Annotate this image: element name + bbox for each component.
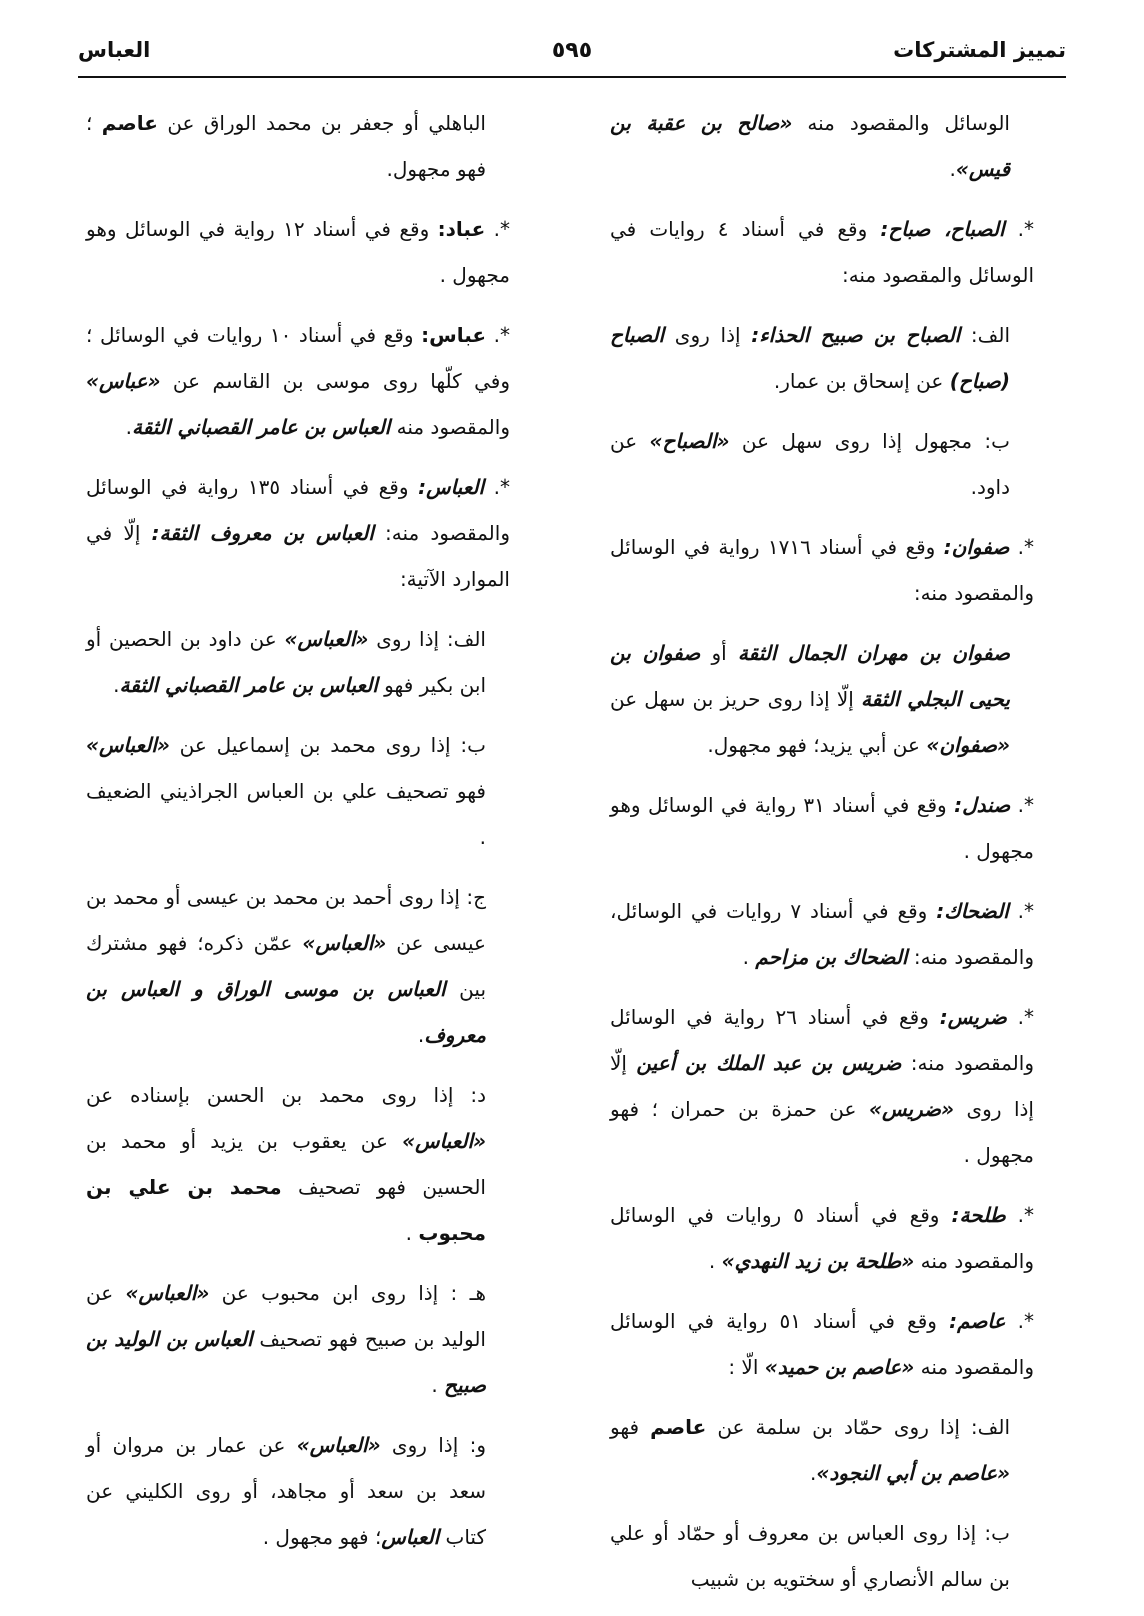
text-run: وقع في أسناد ٢٦ رواية في الوسائل والمقصود منه: bbox=[610, 1005, 1034, 1075]
emphasized-text: ضريس: bbox=[939, 1005, 1007, 1029]
sub-paragraph bbox=[610, 630, 1034, 768]
text-run: عمّن ذكره؛ فهو مشترك بين bbox=[86, 931, 487, 1001]
text-run: . bbox=[708, 1249, 722, 1273]
text-run: وقع في أسناد ١٢ رواية في الوسائل وهو مجهول . bbox=[86, 217, 510, 287]
emphasized-text: «العباس» bbox=[125, 1281, 210, 1305]
text-run: د: إذا روى محمد بن الحسن بإسناده عن bbox=[86, 1083, 486, 1107]
text-run: *. bbox=[1005, 1309, 1035, 1333]
entry-paragraph bbox=[610, 1298, 1034, 1390]
page-header bbox=[78, 28, 1066, 72]
emphasized-text: «عاصم بن أبي النجود» bbox=[816, 1461, 1010, 1485]
emphasized-text: عاصم bbox=[101, 111, 158, 135]
emphasized-text: العباس: bbox=[418, 475, 484, 499]
emphasized-text: عاصم: bbox=[949, 1309, 1006, 1333]
emphasized-text: «عباس» bbox=[86, 369, 161, 393]
text-run: و: إذا روى bbox=[380, 1433, 486, 1457]
emphasized-text: العباس bbox=[381, 1525, 440, 1549]
sub-paragraph bbox=[86, 100, 510, 192]
emphasized-text: العباس بن عامر القصباني الثقة bbox=[119, 673, 378, 697]
text-run: ب: إذا روى محمد بن إسماعيل عن bbox=[169, 733, 486, 757]
text-run: إذا روى bbox=[664, 323, 752, 347]
text-run: عن داود. bbox=[610, 429, 1010, 499]
text-run: ج: إذا روى أحمد بن محمد بن عيسى أو محمد بن عيسى عن bbox=[86, 885, 486, 955]
text-run: *. bbox=[1005, 1203, 1034, 1227]
emphasized-text: العباس بن موسى الوراق و العباس بن معروف bbox=[86, 977, 486, 1047]
emphasized-text: الصباح (صباح) bbox=[610, 323, 1010, 393]
sub-paragraph bbox=[86, 1270, 510, 1408]
sub-paragraph bbox=[86, 616, 510, 708]
entry-paragraph bbox=[610, 888, 1034, 980]
header-rule bbox=[78, 76, 1066, 78]
text-run: *. bbox=[1009, 535, 1035, 559]
text-run: وقع في أسناد ٣١ رواية في الوسائل وهو مجهول . bbox=[610, 793, 1034, 863]
emphasized-text: «صفوان» bbox=[926, 733, 1010, 757]
emphasized-text: صندل: bbox=[954, 793, 1011, 817]
text-run: وقع في أسناد ٥١ رواية في الوسائل والمقصود منه bbox=[610, 1309, 1034, 1379]
emphasized-text: محمد بن علي بن محبوب bbox=[86, 1175, 486, 1245]
emphasized-text: ضريس بن عبد الملك بن أعين bbox=[636, 1051, 902, 1075]
text-run: . bbox=[949, 157, 956, 181]
emphasized-text: الضحاك: bbox=[936, 899, 1009, 923]
text-run: وقع في أسناد ٤ روايات في الوسائل والمقصود منه: bbox=[610, 217, 1034, 287]
text-run: إلّا إذا روى bbox=[610, 1051, 1034, 1121]
text-run: عن داود بن الحصين أو ابن بكير فهو bbox=[86, 627, 486, 697]
emphasized-text: «صالح بن عقبة بن قيس» bbox=[610, 111, 1010, 181]
entry-paragraph bbox=[86, 206, 510, 298]
emphasized-text: «العباس» bbox=[402, 1129, 486, 1153]
emphasized-text: العباس بن معروف الثقة: bbox=[151, 521, 374, 545]
emphasized-text: «الصباح» bbox=[649, 429, 730, 453]
sub-paragraph bbox=[86, 1072, 510, 1256]
text-run: عن عمار بن مروان أو سعد بن سعد أو مجاهد، أو روى الكليني عن كتاب bbox=[86, 1433, 486, 1549]
text-run: *. bbox=[486, 323, 511, 347]
emphasized-text: الضحاك بن مزاحم bbox=[755, 945, 908, 969]
text-run: ب: إذا روى العباس بن معروف أو حمّاد أو علي بن سالم الأنصاري أو سختويه بن شبيب bbox=[610, 1521, 1010, 1591]
entry-paragraph bbox=[86, 312, 510, 450]
text-run: وقع في أسناد ٥ روايات في الوسائل والمقصود منه bbox=[610, 1203, 1034, 1273]
text-run: الف: bbox=[960, 323, 1010, 347]
emphasized-text: «طلحة بن زيد النهدي» bbox=[721, 1249, 915, 1273]
text-run: . bbox=[742, 945, 756, 969]
emphasized-text: عاصم bbox=[650, 1415, 707, 1439]
emphasized-text: عباس: bbox=[421, 323, 487, 347]
text-run: أو bbox=[700, 641, 738, 665]
emphasized-text: صفوان: bbox=[943, 535, 1010, 559]
emphasized-text: طلحة: bbox=[951, 1203, 1006, 1227]
text-run: إلّا إذا روى حريز بن سهل عن bbox=[610, 687, 861, 711]
running-title-right: تمييز المشتركات bbox=[893, 38, 1066, 62]
running-title-left: العباس bbox=[78, 38, 151, 62]
text-run: . bbox=[113, 673, 120, 697]
text-run: الف: إذا روى bbox=[368, 627, 486, 651]
text-run: *. bbox=[484, 475, 511, 499]
text-run: . bbox=[417, 1023, 425, 1047]
text-run: والمقصود منه bbox=[390, 415, 510, 439]
text-run: فهو bbox=[610, 1415, 651, 1439]
text-run: . bbox=[125, 415, 132, 439]
sub-paragraph bbox=[86, 722, 510, 860]
text-run: *. bbox=[1008, 899, 1034, 923]
emphasized-text: «عاصم بن حميد» bbox=[764, 1355, 915, 1379]
emphasized-text: «العباس» bbox=[302, 931, 387, 955]
text-run: *. bbox=[1004, 217, 1034, 241]
text-run: الباهلي أو جعفر بن محمد الوراق عن bbox=[157, 111, 486, 135]
emphasized-text: «العباس» bbox=[296, 1433, 381, 1457]
entry-paragraph bbox=[610, 994, 1034, 1178]
text-run: فهو تصحيف علي بن العباس الجراذيني الضعيف . bbox=[86, 779, 486, 849]
sub-paragraph bbox=[86, 1422, 510, 1560]
page-number: ٥٩٥ bbox=[551, 37, 593, 63]
text-run: هـ : إذا روى ابن محبوب عن bbox=[209, 1281, 487, 1305]
text-run: *. bbox=[485, 217, 511, 241]
emphasized-text: العباس بن الوليد بن صبيح bbox=[86, 1327, 486, 1397]
sub-paragraph bbox=[610, 1510, 1034, 1602]
text-run: الف: إذا روى حمّاد بن سلمة عن bbox=[706, 1415, 1011, 1439]
emphasized-text: «العباس» bbox=[284, 627, 369, 651]
emphasized-text: «العباس» bbox=[86, 733, 170, 757]
text-run: عن الوليد بن صبيح فهو تصحيف bbox=[86, 1281, 486, 1351]
text-run: إلّا في الموارد الآتية: bbox=[86, 521, 510, 591]
text-run: الوسائل والمقصود منه bbox=[792, 111, 1010, 135]
entry-paragraph bbox=[610, 1192, 1034, 1284]
text-run: ؛ فهو مجهول. bbox=[86, 111, 486, 181]
sub-paragraph bbox=[610, 418, 1034, 510]
text-run: عن حمزة بن حمران ؛ فهو مجهول . bbox=[610, 1097, 1034, 1167]
text-run: عن يعقوب بن يزيد أو محمد بن الحسين فهو تصحيف bbox=[86, 1129, 486, 1199]
emphasized-text: الصباح بن صبيح الحذاء: bbox=[751, 323, 961, 347]
entry-paragraph bbox=[610, 782, 1034, 874]
emphasized-text: العباس بن عامر القصباني الثقة bbox=[131, 415, 391, 439]
text-run: وقع في أسناد ١٠ روايات في الوسائل ؛ وفي كلّها روى موسى بن القاسم عن bbox=[86, 323, 510, 393]
text-run: الّا : bbox=[728, 1355, 765, 1379]
text-run: ؛ فهو مجهول . bbox=[262, 1525, 382, 1549]
right-column bbox=[610, 100, 1034, 1616]
text-run: ب: مجهول إذا روى سهل عن bbox=[729, 429, 1011, 453]
text-run: وقع في أسناد ١٧١٦ رواية في الوسائل والمقصود منه: bbox=[610, 535, 1034, 605]
text-run: عن إسحاق بن عمار. bbox=[773, 369, 950, 393]
text-run: . bbox=[431, 1373, 445, 1397]
left-column bbox=[86, 100, 510, 1574]
sub-paragraph bbox=[610, 100, 1034, 192]
entry-paragraph bbox=[86, 464, 510, 602]
sub-paragraph bbox=[610, 1404, 1034, 1496]
entry-paragraph bbox=[610, 206, 1034, 298]
text-run: عن أبي يزيد؛ فهو مجهول. bbox=[707, 733, 927, 757]
emphasized-text: الصباح، صباح: bbox=[880, 217, 1005, 241]
text-run: *. bbox=[1010, 793, 1035, 817]
sub-paragraph bbox=[610, 312, 1034, 404]
text-run: وقع في أسناد ١٣٥ رواية في الوسائل والمقصود منه: bbox=[86, 475, 510, 545]
text-run: . bbox=[405, 1221, 419, 1245]
emphasized-text: صفوان بن مهران الجمال الثقة bbox=[737, 641, 1010, 665]
emphasized-text: «ضريس» bbox=[868, 1097, 955, 1121]
emphasized-text: صفوان بن يحيى البجلي الثقة bbox=[610, 641, 1010, 711]
text-run: وقع في أسناد ٧ روايات في الوسائل، والمقصود منه: bbox=[610, 899, 1034, 969]
entry-paragraph bbox=[610, 524, 1034, 616]
text-run: . bbox=[810, 1461, 817, 1485]
emphasized-text: عباد: bbox=[437, 217, 486, 241]
text-run: *. bbox=[1006, 1005, 1035, 1029]
sub-paragraph bbox=[86, 874, 510, 1058]
